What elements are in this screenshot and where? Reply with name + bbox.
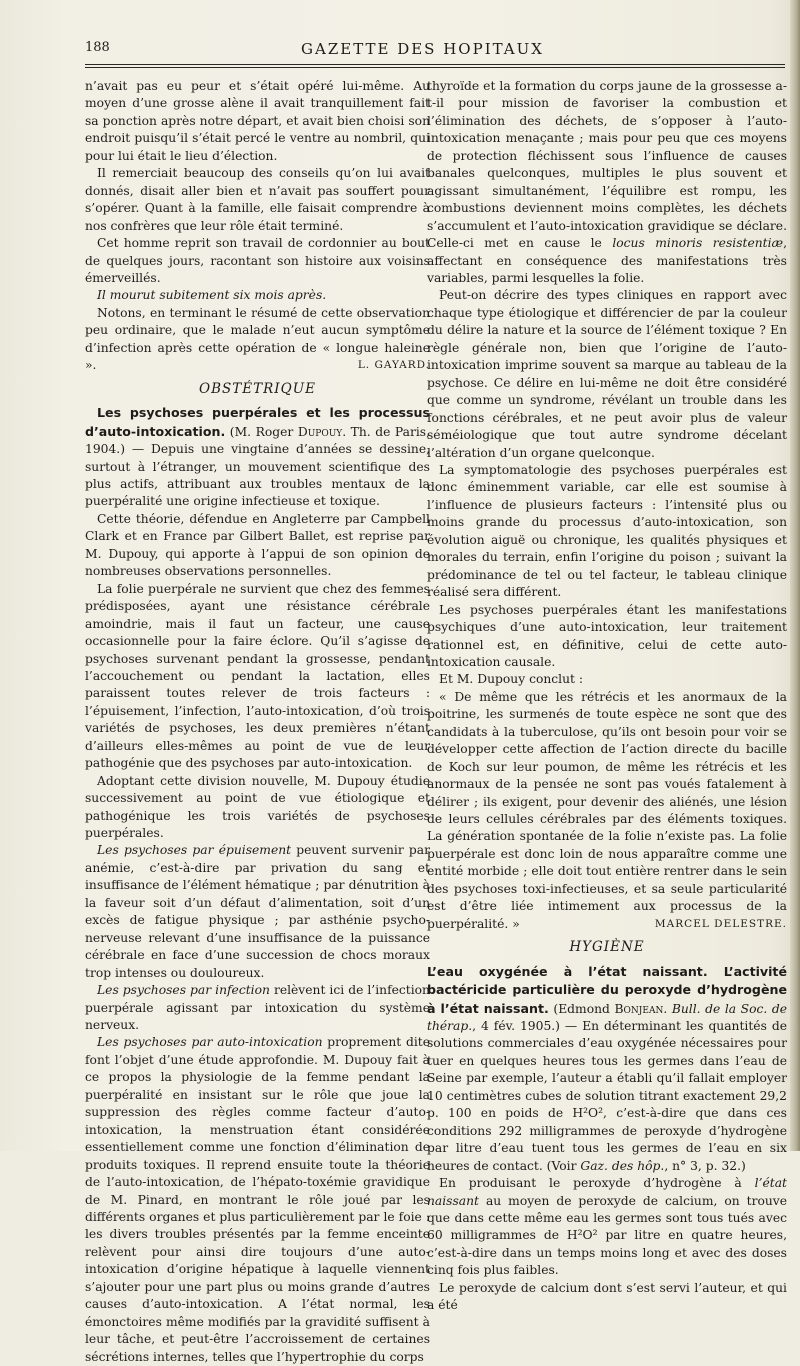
quotation: [427, 689, 787, 933]
page-number: 188: [85, 40, 110, 55]
article-text: , n° 3, p. 32.): [664, 1158, 746, 1173]
paragraph: Et M. Dupouy conclut :: [439, 672, 584, 687]
journal-reference: Bull. de la Soc. de thérap.: [427, 1001, 787, 1034]
italic-term: Les psychoses par auto-intoxication: [97, 1035, 323, 1050]
paragraph-text: peuvent survenir par anémie, c’est-à-dire par privation du sang et insuffisance de l’élément hématique ; par dénutrition à la faveur soit d’un défaut d’alimentation, soit d’un excès de fatigue physique ; par asthénie psycho-nerveuse relevant d’une insuffisance de la puissance cérébrale en face d’une succession de chocs moraux trop intenses ou douloureux.: [85, 843, 430, 980]
paragraph: [427, 1175, 787, 1280]
paragraph-text: En produisant le peroxyde d’hydrogène à: [439, 1176, 742, 1191]
paragraph: Cet homme reprit son travail de cordonnier au bout de quelques jours, racontant son histoire aux voisins émerveillés.: [85, 236, 430, 285]
paragraph: [85, 1034, 430, 1366]
journal-reference: Gaz. des hôp.: [580, 1158, 665, 1173]
italic-term: Les psychoses par épuisement: [97, 843, 292, 858]
section-heading: OBSTÉTRIQUE: [199, 380, 316, 397]
paragraph: [85, 842, 430, 982]
paragraph: La folie puerpérale ne survient que chez des femmes prédisposées, ayant une résistance cérébrale amoindrie, mais il faut un facteur, une cause occasionnelle pour la faire éclore. Qu’il s’agisse de psychoses survenant pendant la grossesse, pendant l’accouchement ou pendant la lactation, elles paraissent toutes relever de trois facteurs : l’épuisement, l’infection, l’auto-intoxication, d’où trois variétés de psychoses, les deux premières n’étant d’ailleurs elles-mêmes au point de vue de leur pathogénie que des psychoses par auto-intoxication.: [85, 581, 430, 771]
header-rule-top: [85, 64, 785, 65]
paragraph-text: Notons, en terminant le résumé de cette observation peu ordinaire, que le malade n’eut aucun symptôme d’infection après cette opération de « longue haleine ».: [85, 305, 430, 373]
author-signature: MARCEL DELESTRE.: [654, 917, 787, 930]
journal-title: GAZETTE DES HOPITAUX: [301, 40, 544, 58]
article-title: L’eau oxygénée à l’état naissant. L’activité bactéricide particulière du peroxyde d’hydrogène à l’état naissant.: [427, 963, 787, 1016]
article-text: , 4 fév. 1905.) — En déterminant les quantités de solutions commerciales d’eau oxygénée nécessaires pour tuer en quelques heures tous les germes dans l’eau de Seine par exemple, l’auteur a établi qu’il fallait employer 10 centimètres cubes de solution titrant exactement 29,2 p. 100 en poids de H²O², c’est-à-dire que dans ces conditions 292 milligrammes de peroxyde d’hydrogène par litre d’eau tuent tous les germes de l’eau en six heures de contact. (Voir: [427, 1019, 787, 1173]
paragraph: [85, 982, 430, 1034]
quotation-text: « De même que les rétrécis et les anormaux de la poitrine, les surmenés de toute espèce ne sont que des candidats à la tuberculose, qu’ils ont besoin pour voir se développer cette affection de l’action directe du bacille de Koch sur leur poumon, de même les rétrécis et les anormaux de la pensée ne sont pas voués fatalement à délirer ; ils exigent, pour devenir des aliénés, une lésion de leurs cellules cérébrales par des éléments toxiques. La génération spontanée de la folie n’existe pas. La folie puerpérale est donc loin de nous apparaître comme une entité morbide ; elle doit tout entière rentrer dans le sein des psychoses toxi-infectieuses, et sa seule particularité est d’être liée intimement aux processus de la puerpéralité. »: [427, 689, 787, 931]
paragraph: Il remerciait beaucoup des conseils qu’on lui avait donnés, disait aller bien et n’avait pas souffert pour s’opérer. Quant à la famille, elle faisait comprendre à nos confrères que leur rôle était terminé.: [85, 166, 430, 233]
paragraph: Il mourut subitement six mois après.: [97, 288, 327, 303]
article-ref-open: (M. Roger: [229, 424, 294, 439]
article-intro: [85, 404, 430, 511]
article-ref-open: (Edmond: [553, 1001, 610, 1016]
paragraph: Cette théorie, défendue en Angleterre par Campbell Clark et en France par Gilbert Ballet, est reprise par M. Dupouy, qui apporte à l’appui de son opinion de nombreuses observations personnelles.: [85, 511, 430, 579]
paragraph: [85, 305, 430, 375]
paragraph: [427, 78, 787, 287]
paragraph: Adoptant cette division nouvelle, M. Dupouy étudie successivement au point de vue étiologique et pathogénique les trois variétés de psychoses puerpérales.: [85, 773, 430, 841]
paragraph: n’avait pas eu peur et s’était opéré lui-même. Au moyen d’une grosse alène il avait tranquillement fait sa ponction après notre départ, et avait bien choisi son endroit puisqu’il s’était percé le ventre au nombril, qui pour lui était le lieu d’élection.: [85, 79, 430, 163]
article-author: Bonjean: [614, 1001, 664, 1016]
author-signature: L. GAYARD.: [357, 359, 430, 372]
article-intro: L’eau oxygénée à l’état naissant. L’activité bactéricide particulière du peroxyde d’hydrogène à l’état naissant. (Edmond Bonjean. Bull. de la Soc. de thérap., 4 fév. 1905.) — En déterminant les quantités de solutions commerciales d’eau oxygénée nécessaires pour tuer en quelques heures tous les germes dans l’eau de Seine par exemple, l’auteur a établi qu’il fallait employer 10 centimètres cubes de solution titrant exactement 29,2 p. 100 en poids de H²O², c’est-à-dire que dans ces conditions 292 milligrammes de peroxyde d’hydrogène par litre d’eau tuent tous les germes de l’eau en six heures de contact. (Voir Gaz. des hôp., n° 3, p. 32.): [427, 963, 787, 1173]
paragraph-text: au moyen de peroxyde de calcium, on trouve que dans cette même eau les germes sont tous tués avec 60 milligrammes de H²O² par litre en quatre heures, c’est-à-dire dans un temps moins long et avec des doses cinq fois plus faibles.: [427, 1193, 787, 1278]
article-text: . Th. de Paris, 1904.) — Depuis une vingtaine d’années se dessine, surtout à l’étranger, un mouvement scientifique des plus actifs, attribuant aux troubles mentaux de la puerpéralité une origine infectieuse et toxique.: [85, 424, 430, 509]
italic-term: locus minoris resistentiæ: [612, 236, 784, 251]
header-rule-bottom: [85, 67, 785, 68]
paragraph: Les psychoses puerpérales étant les manifestations psychiques d’une auto-intoxication, leur traitement rationnel est, en définitive, celui de cette auto-intoxication causale.: [427, 602, 787, 669]
paragraph: Le peroxyde de calcium dont s’est servi l’auteur, et qui a été: [427, 1280, 787, 1313]
paragraph-text: , affectant en conséquence des manifestations très variables, parmi lesquelles la folie.: [427, 236, 787, 285]
italic-term: Les psychoses par infection: [97, 983, 270, 998]
paragraph-text: relèvent ici de l’infection puerpérale agissant par intoxication du système nerveux.: [85, 983, 430, 1033]
section-heading: HYGIÈNE: [569, 939, 645, 956]
article-author: Dupouy: [297, 424, 343, 439]
paragraph-text: thyroïde et la formation du corps jaune de la grossesse a-t-il pour mission de favoriser la combustion et l’élimination des déchets, de s’opposer à l’auto-intoxication menaçante ; mais pour peu que ces moyens de protection fléchissent sous l’influence de causes banales quelconques, multiples le plus souvent et agissant simultanément, l’équilibre est rompu, les combustions deviennent moins complètes, les déchets s’accumulent et l’auto-intoxication gravidique se déclare. Celle-ci met en cause le: [427, 79, 787, 251]
italic-term: l’état naissant: [427, 1176, 787, 1208]
paragraph: Peut-on décrire des types cliniques en rapport avec chaque type étiologique et différencier de par la couleur du délire la nature et la source de l’élément toxique ? En règle générale non, bien que l’origine de l’auto-intoxication imprime souvent sa marque au tableau de la psychose. Ce délire en lui-même ne doit être considéré que comme un syndrome, révélant un trouble dans les fonctions cérébrales, et ne peut avoir plus de valeur séméiologique que tout autre syndrome décelant l’altération d’un organe quelconque.: [427, 288, 787, 460]
page-header: [60, 40, 785, 62]
right-column: [427, 78, 787, 1315]
article-title: Les psychoses puerpérales et les processus d’auto-intoxication.: [85, 405, 430, 439]
left-column: [85, 78, 430, 1366]
paragraph: La symptomatologie des psychoses puerpérales est donc éminemment variable, car elle est soumise à l’influence de plusieurs facteurs : l’intensité plus ou moins grande du processus d’auto-intoxication, son évolution aiguë ou chronique, les qualités physiques et morales du terrain, enfin l’origine du poison ; suivant la prédominance de tel ou tel facteur, le tableau clinique réalisé sera différent.: [427, 462, 787, 600]
paragraph-text: proprement dite font l’objet d’une étude approfondie. M. Dupouy fait à ce propos la physiologie de la femme pendant la puerpéralité en insistant sur le rôle que joue la suppression des règles comme facteur d’auto-intoxication, la menstruation étant considérée essentiellement comme une fonction d’élimination de produits toxiques. Il reprend ensuite toute la théorie de l’auto-intoxication, de l’hépato-toxémie gravidique de M. Pinard, en montrant le rôle joué par les différents organes et plus particulièrement par le foie : les divers troubles présentés par la femme enceinte relèvent pour ainsi dire toujours d’une auto-intoxication d’origine hépatique à laquelle viennent s’ajouter pour une part plus ou moins grande d’autres causes d’auto-intoxication. A l’état normal, les émonctoires même modifiés par la gravidité suffisent à leur tâche, et peut-être l’accroissement de certaines sécrétions internes, telles que l’hypertrophie du corps: [85, 1035, 430, 1364]
page-edge: [790, 0, 800, 1151]
